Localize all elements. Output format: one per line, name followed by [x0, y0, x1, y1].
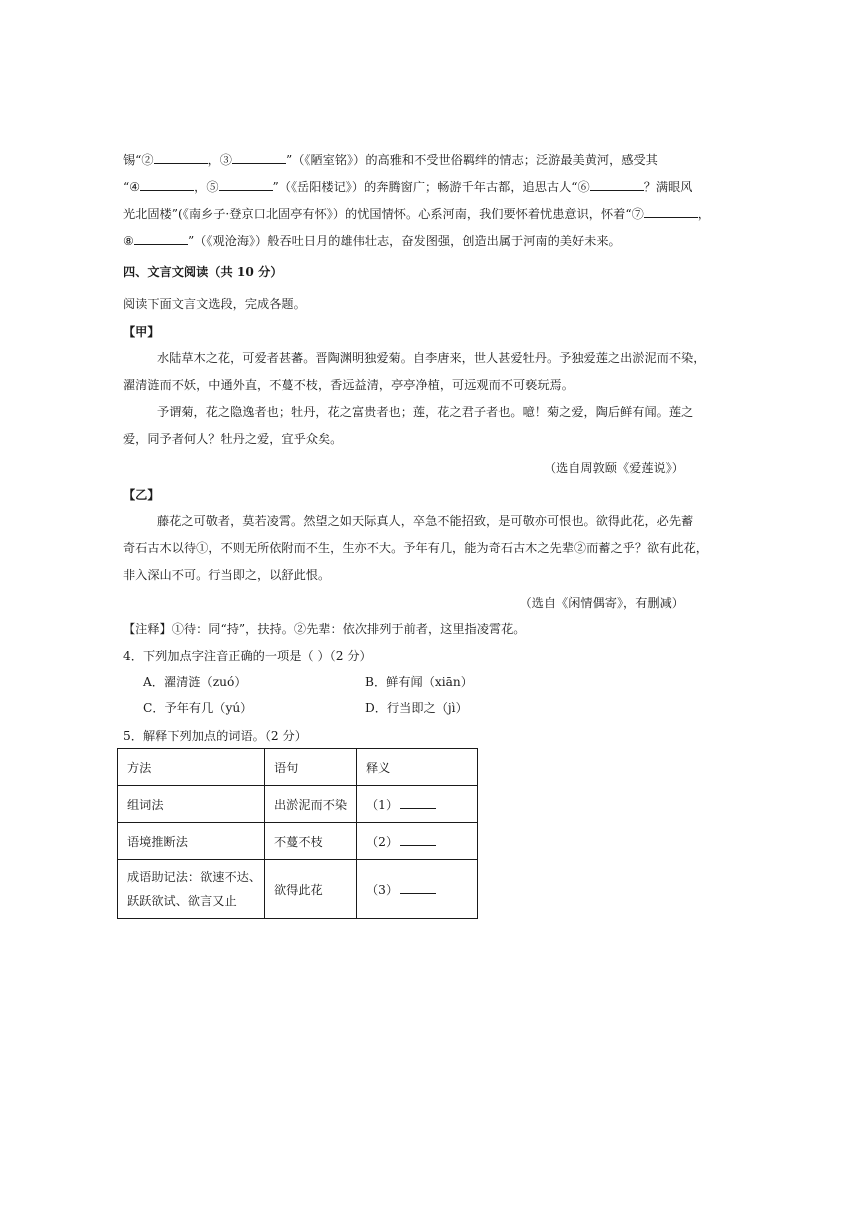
- fill-text: 锡“②: [123, 153, 154, 167]
- table-row: [118, 823, 478, 860]
- table-cell-method: 组词法: [118, 786, 265, 823]
- passage-a-line: 予谓菊，花之隐逸者也；牡丹，花之富贵者也；莲，花之君子者也。噫！菊之爱，陶后鲜有闻。莲之: [157, 405, 694, 419]
- blank-3[interactable]: [232, 151, 286, 164]
- answer-blank-2[interactable]: [400, 833, 436, 846]
- fill-in-line-2: [123, 178, 692, 195]
- fill-text: ？满眼风: [643, 180, 693, 194]
- fill-text: ，⑤: [194, 180, 219, 194]
- table-header-method: 方法: [118, 749, 265, 786]
- fill-text: ，③: [207, 153, 232, 167]
- blank-7[interactable]: [644, 205, 698, 218]
- table-row: [118, 786, 478, 823]
- question-4-option-c[interactable]: C．予年有几（yú）: [143, 701, 253, 715]
- fill-text: ⑧: [123, 234, 134, 248]
- table-cell-answer: [357, 860, 478, 919]
- table-cell-method: [118, 860, 265, 919]
- fill-in-line-4: [123, 232, 621, 249]
- table-row: [118, 860, 478, 919]
- answer-number: （3）: [366, 882, 399, 897]
- answer-blank-1[interactable]: [400, 796, 436, 809]
- question-4-option-d[interactable]: D．行当即之（jì）: [365, 701, 468, 715]
- method-line: 成语助记法：欲速不达、: [127, 870, 262, 884]
- blank-2[interactable]: [154, 151, 208, 164]
- fill-text: “④: [123, 180, 141, 194]
- table-cell-method: 语境推断法: [118, 823, 265, 860]
- annotation-notes: 【注释】①待：同“持”，扶持。②先辈：依次排列于前者，这里指凌霄花。: [123, 622, 526, 636]
- section-title: 四、文言文阅读（共 10 分）: [123, 265, 283, 279]
- fill-in-line-1: [123, 151, 658, 168]
- blank-8[interactable]: [134, 232, 188, 245]
- explanation-table: [117, 748, 478, 919]
- passage-a-line: 濯清涟而不妖，中通外直，不蔓不枝，香远益清，亭亭净植，可远观而不可亵玩焉。: [123, 378, 574, 392]
- passage-b-line: 奇石古木以待①，不则无所依附而不生，生亦不大。予年有几，能为奇石古木之先辈②而蓄之乎？欲有此花，: [123, 541, 708, 555]
- passage-b-source: （选自《闲情偶寄》，有删减）: [519, 596, 684, 610]
- table-cell-sentence: 出淤泥而不染: [265, 786, 357, 823]
- fill-text: ”（《岳阳楼记》）的奔腾窗广；畅游千年古都，追思古人“⑥: [272, 180, 590, 194]
- blank-6[interactable]: [590, 178, 644, 191]
- answer-number: （1）: [366, 797, 399, 812]
- fill-text: ”（《陋室铭》）的高雅和不受世俗羁绊的情志；泛游最美黄河，感受其: [285, 153, 658, 167]
- answer-blank-3[interactable]: [400, 881, 436, 894]
- fill-text: ”（《观沧海》）般吞吐日月的雄伟壮志，奋发图强，创造出属于河南的美好未来。: [187, 234, 621, 248]
- passage-a-label: 【甲】: [123, 325, 160, 339]
- question-4-stem: 4．下列加点字注音正确的一项是（ ）（2 分）: [123, 649, 372, 663]
- passage-a-source: （选自周敦颐《爱莲说》）: [543, 461, 684, 475]
- table-header-sentence: 语句: [265, 749, 357, 786]
- fill-text: 光北固楼”(《南乡子·登京口北固亭有怀》）的忧国情怀。心系河南，我们要怀着忧患意识，怀着“⑦: [123, 207, 644, 221]
- passage-b-label: 【乙】: [123, 488, 160, 502]
- fill-in-line-3: [123, 205, 710, 222]
- table-cell-sentence: 不蔓不枝: [265, 823, 357, 860]
- blank-5[interactable]: [219, 178, 273, 191]
- table-cell-answer: [357, 786, 478, 823]
- question-5-stem: 5．解释下列加点的词语。（2 分）: [123, 729, 307, 743]
- passage-a-line: 水陆草木之花，可爱者甚蕃。晋陶渊明独爱菊。自李唐来，世人甚爱牡丹。予独爱莲之出淤泥而不染，: [157, 351, 706, 365]
- question-4-option-a[interactable]: A．濯清涟（zuó）: [143, 675, 247, 689]
- table-cell-answer: [357, 823, 478, 860]
- passage-b-line: 藤花之可敬者，莫若凌霄。然望之如天际真人，卒急不能招致，是可敬亦可恨也。欲得此花，必先蓄: [157, 514, 694, 528]
- method-line: 跃跃欲试、欲言又止: [127, 894, 237, 908]
- passage-b-line: 非入深山不可。行当即之，以舒此恨。: [123, 568, 331, 582]
- answer-number: （2）: [366, 834, 399, 849]
- table-cell-sentence: 欲得此花: [265, 860, 357, 919]
- passage-a-line: 爱，同予者何人？牡丹之爱，宜乎众矣。: [123, 432, 343, 446]
- table-header-meaning: 释义: [357, 749, 478, 786]
- question-4-option-b[interactable]: B．鲜有闻（xiān）: [365, 675, 473, 689]
- table-header-row: [118, 749, 478, 786]
- section-instruction: 阅读下面文言文选段，完成各题。: [123, 297, 306, 311]
- fill-text: ，: [697, 207, 710, 221]
- blank-4[interactable]: [140, 178, 194, 191]
